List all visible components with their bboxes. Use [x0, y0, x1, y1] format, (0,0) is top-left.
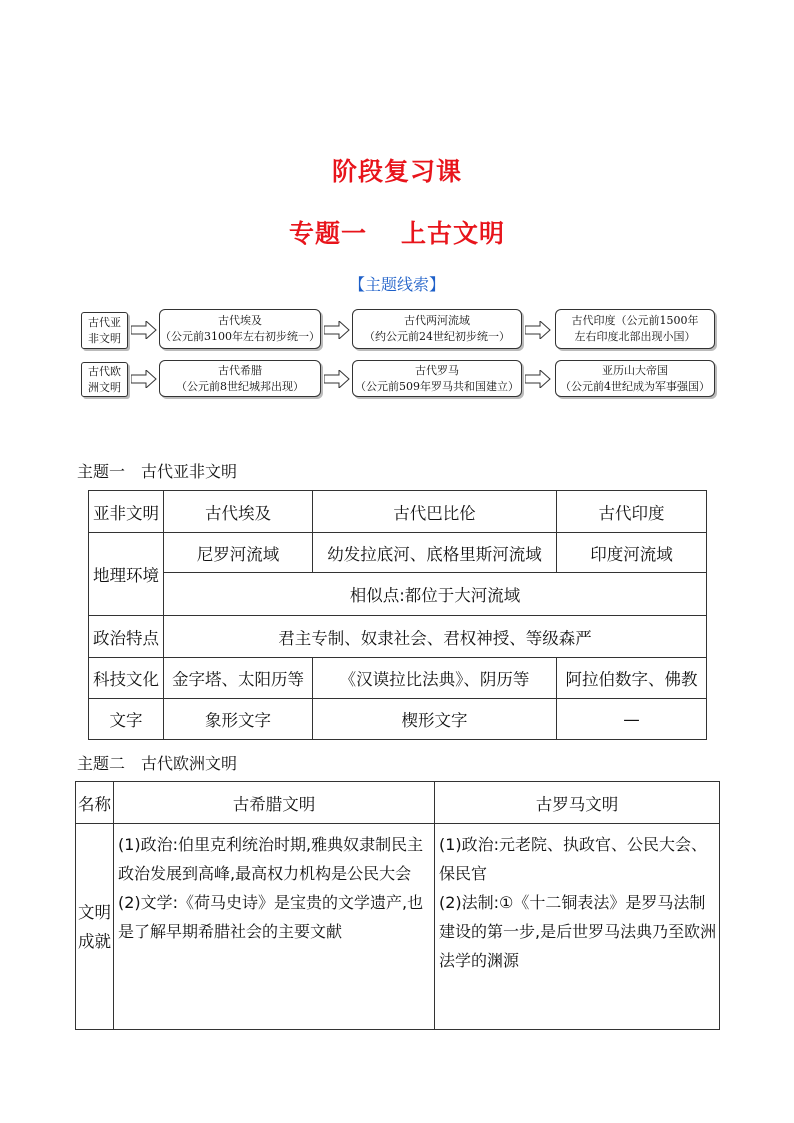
flow-start-asia-africa [81, 312, 128, 349]
table-cell: 《汉谟拉比法典》、阴历等 [313, 658, 557, 699]
flow-node-line: 亚历山大帝国 [602, 363, 668, 377]
table-row [89, 573, 707, 616]
flow-arrow [324, 321, 350, 339]
table-header: 古代埃及 [164, 491, 313, 533]
table-cell: 印度河流域 [557, 533, 707, 573]
table-header: 古希腊文明 [114, 782, 435, 824]
table-cell: 金字塔、太阳历等 [164, 658, 313, 699]
table-header: 名称 [76, 782, 114, 824]
flow-node-greece [159, 360, 321, 397]
flow-node-line: （约公元前24世纪初步统一） [364, 330, 510, 343]
subtitle-number: 专题一 [288, 219, 367, 248]
table-row [89, 616, 707, 658]
table-header: 亚非文明 [89, 491, 164, 533]
europe-table [75, 781, 720, 1030]
rome-politics: (1)政治:元老院、执政官、公民大会、保民官 [439, 835, 708, 883]
section-tag: 【主题线索】 [348, 275, 445, 294]
table-row [76, 824, 720, 1030]
table-cell: 相似点:都位于大河流域 [164, 573, 707, 616]
flow-node-mesopotamia [352, 309, 522, 349]
table-header: 古罗马文明 [435, 782, 720, 824]
table-row [89, 658, 707, 699]
flow-arrow [525, 321, 551, 339]
greece-literature: (2)文学:《荷马史诗》是宝贵的文学遗产,也是了解早期希腊社会的主要文献 [118, 893, 424, 941]
table-row [89, 699, 707, 740]
flow-node-line: （公元前3100年左右初步统一） [160, 330, 320, 343]
table-row [89, 533, 707, 573]
flow-node-line: （公元前509年罗马共和国建立） [355, 379, 519, 393]
flow-node-alexander [555, 360, 715, 397]
flow-node-line: 古代埃及 [218, 314, 262, 327]
subtitle-topic: 上古文明 [401, 219, 506, 248]
flow-node-egypt [159, 309, 321, 349]
table-cell: 幼发拉底河、底格里斯河流域 [313, 533, 557, 573]
table-cell: 阿拉伯数字、佛教 [557, 658, 707, 699]
table-header: 古代印度 [557, 491, 707, 533]
row-label-achievements [76, 824, 114, 1030]
table-header: 古代巴比伦 [313, 491, 557, 533]
flow-arrow [525, 370, 551, 388]
asia-africa-table [88, 490, 707, 740]
flow-node-line: （公元前4世纪成为军事强国） [560, 379, 710, 393]
flow-start-line: 非文明 [88, 331, 121, 345]
row-label-script: 文字 [89, 699, 164, 740]
greece-politics: (1)政治:伯里克利统治时期,雅典奴隶制民主政治发展到高峰,最高权力机构是公民大会 [118, 835, 424, 883]
flow-arrow [131, 370, 157, 388]
flow-node-line: 古代罗马 [415, 363, 459, 377]
greece-achievements [114, 824, 435, 1030]
flow-node-line: 左右印度北部出现小国） [574, 330, 696, 343]
table-cell: 尼罗河流域 [164, 533, 313, 573]
page-subtitle [0, 214, 794, 250]
table-cell: — [557, 699, 707, 740]
flow-start-line: 古代亚 [88, 315, 121, 329]
row-label-line: 文明 [78, 902, 111, 922]
page-title: 阶段复习课 [331, 157, 462, 186]
flow-node-line: 古代希腊 [218, 363, 262, 377]
row-label-geography: 地理环境 [89, 533, 164, 616]
table-cell: 楔形文字 [313, 699, 557, 740]
table-cell: 象形文字 [164, 699, 313, 740]
flow-arrow [131, 321, 157, 339]
flow-node-line: （公元前8世纪城邦出现） [176, 379, 304, 393]
row-label-line: 成就 [78, 931, 111, 951]
flow-arrow [324, 370, 350, 388]
table-cell: 君主专制、奴隶社会、君权神授、等级森严 [164, 616, 707, 658]
table-row [76, 782, 720, 824]
flow-node-line: 古代印度（公元前1500年 [571, 314, 699, 327]
flow-node-india [555, 309, 715, 349]
flow-start-europe [81, 362, 128, 397]
flow-start-line: 古代欧 [88, 364, 121, 378]
flow-node-rome [352, 360, 522, 397]
flow-node-line: 古代两河流域 [404, 314, 470, 327]
topic1-heading: 主题一 古代亚非文明 [77, 462, 238, 481]
rome-law: (2)法制:①《十二铜表法》是罗马法制建设的第一步,是后世罗马法典乃至欧洲法学的渊源 [439, 893, 717, 970]
flow-start-line: 洲文明 [88, 380, 121, 394]
row-label-politics: 政治特点 [89, 616, 164, 658]
rome-achievements [435, 824, 720, 1030]
table-row [89, 491, 707, 533]
row-label-tech: 科技文化 [89, 658, 164, 699]
topic2-heading: 主题二 古代欧洲文明 [77, 754, 238, 773]
